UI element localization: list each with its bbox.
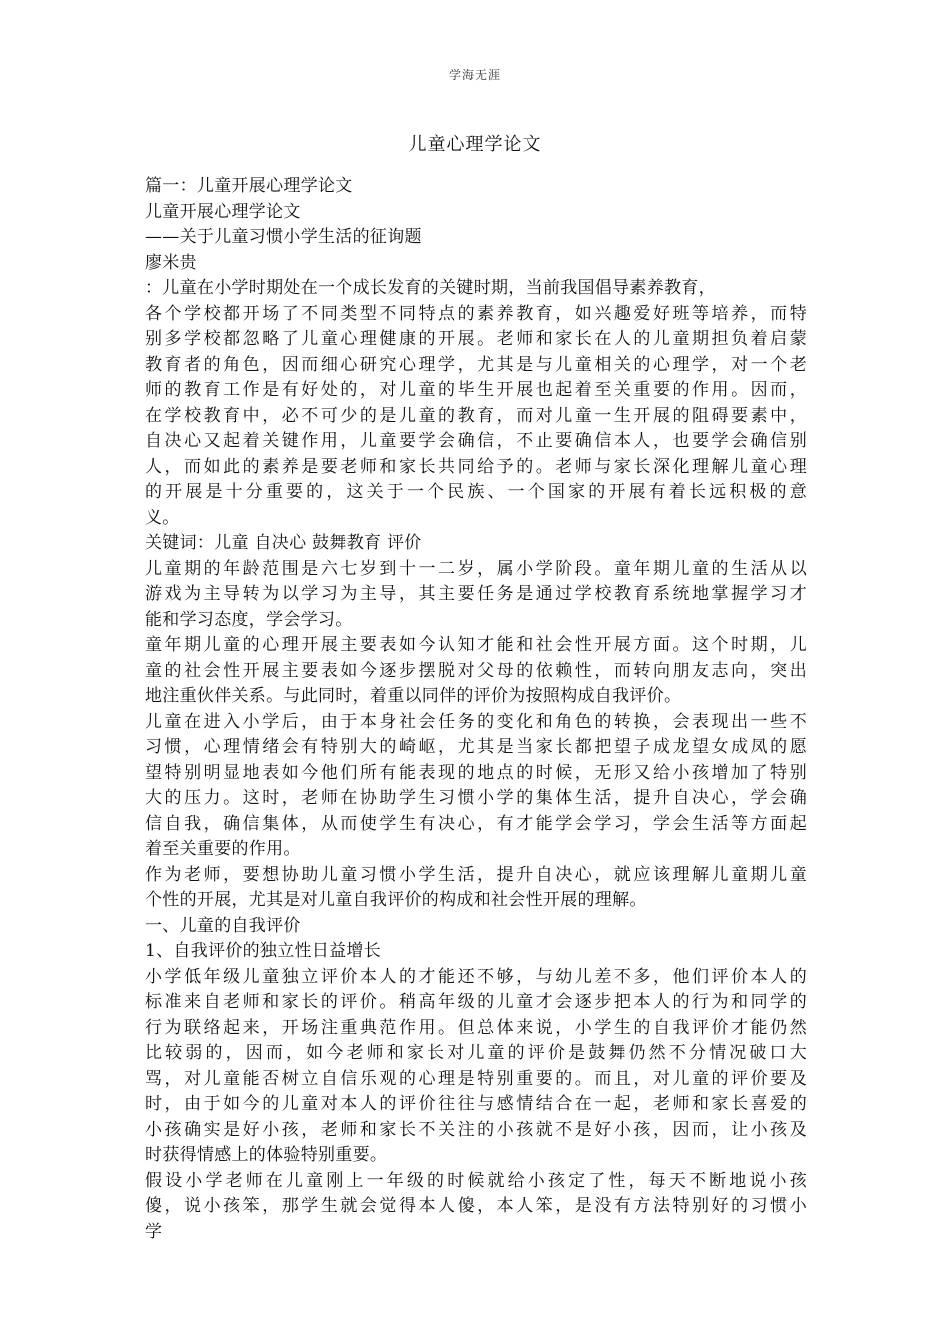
text-line: 假设小学老师在儿童刚上一年级的时候就给小孩定了性，每天不断地说小孩 xyxy=(145,1170,807,1191)
text-line: 游戏为主导转为以学习为主导，其主要任务是通过学校教育系统地掌握学习才 xyxy=(145,584,807,604)
text-line: 在学校教育中，必不可少的是儿童的教育，而对儿童一生开展的阻碍要素中， xyxy=(145,405,807,426)
text-line: 1、自我评价的独立性日益增长 xyxy=(145,941,382,961)
text-line: 傻，说小孩笨，那学生就会觉得本人傻，本人笨，是没有方法特别好的习惯小 xyxy=(145,1196,807,1216)
text-line: 的开展是十分重要的，这关于一个民族、一个国家的开展有着长远积极的意 xyxy=(145,482,807,502)
text-line: 望特别明显地表如今他们所有能表现的地点的时候，无形又给小孩增加了特别 xyxy=(145,762,807,783)
text-line: 儿童开展心理学论文 xyxy=(145,201,301,222)
text-line: 廖米贵 xyxy=(145,252,197,273)
text-line: 作为老师，要想协助儿童习惯小学生活，提升自决心，就应该理解儿童期儿童 xyxy=(145,864,807,885)
text-line: 个性的开展，尤其是对儿童自我评价的构成和社会性开展的理解。 xyxy=(145,890,647,910)
text-line: 一、儿童的自我评价 xyxy=(145,915,301,936)
text-line: 各个学校都开场了不同类型不同特点的素养教育，如兴趣爱好班等培养，而特 xyxy=(145,303,807,324)
text-line: 师的教育工作是有好处的，对儿童的毕生开展也起着至关重要的作用。因而， xyxy=(145,380,807,400)
page-header: 学海无涯 xyxy=(448,68,501,82)
text-line: 篇一：儿童开展心理学论文 xyxy=(145,176,353,196)
text-line: 人，而如此的素养是要老师和家长共同给予的。老师与家长深化理解儿童心理 xyxy=(145,456,807,477)
text-line: 义。 xyxy=(145,507,180,528)
text-line: 地注重伙伴关系。与此同时，着重以同伴的评价为按照构成自我评价。 xyxy=(145,686,682,706)
text-line: 行为联络起来，开场注重典范作用。但总体来说，小学生的自我评价才能仍然 xyxy=(145,1017,807,1038)
text-line: 标准来自老师和家长的评价。稍高年级的儿童才会逐步把本人的行为和同学的 xyxy=(145,992,807,1012)
text-line: 儿童在进入小学后，由于本身社会任务的变化和角色的转换，会表现出一些不 xyxy=(145,711,807,732)
text-line: 童的社会性开展主要表如今逐步摆脱对父母的依赖性，而转向朋友志向，突出 xyxy=(145,660,807,681)
text-line: 大的压力。这时，老师在协助学生习惯小学的集体生活，提升自决心，学会确 xyxy=(145,788,807,808)
text-line: 别多学校都忽略了儿童心理健康的开展。老师和家长在人的儿童期担负着启蒙 xyxy=(145,329,807,349)
text-line: 信自我，确信集体，从而使学生有决心，有才能学会学习，学会生活等方面起 xyxy=(145,813,807,834)
document-title: 儿童心理学论文 xyxy=(408,134,542,155)
text-line: 习惯，心理情绪会有特别大的崎岖，尤其是当家长都把望子成龙望女成凤的愿 xyxy=(145,737,807,757)
text-line: ——关于儿童习惯小学生活的征询题 xyxy=(145,227,422,247)
text-line: ：儿童在小学时期处在一个成长发育的关键时期，当前我国倡导素养教育， xyxy=(145,278,716,298)
text-line: 关键词：儿童 自决心 鼓舞教育 评价 xyxy=(145,533,422,553)
text-line: 教育者的角色，因而细心研究心理学，尤其是与儿童相关的心理学，对一个老 xyxy=(145,354,807,375)
text-line: 着至关重要的作用。 xyxy=(145,839,301,859)
text-line: 能和学习态度，学会学习。 xyxy=(145,609,353,630)
text-line: 小孩确实是好小孩，老师和家长不关注的小孩就不是好小孩，因而，让小孩及 xyxy=(145,1119,807,1140)
text-line: 学 xyxy=(145,1221,163,1242)
text-line: 童年期儿童的心理开展主要表如今认知才能和社会性开展方面。这个时期，儿 xyxy=(145,635,807,655)
text-line: 骂，对儿童能否树立自信乐观的心理是特别重要的。而且，对儿童的评价要及 xyxy=(145,1068,807,1089)
text-line: 比较弱的，因而，如今老师和家长对儿童的评价是鼓舞仍然不分情况破口大 xyxy=(145,1043,807,1063)
text-line: 小学低年级儿童独立评价本人的才能还不够，与幼儿差不多，他们评价本人的 xyxy=(145,966,807,987)
document-body xyxy=(145,174,807,1245)
text-line: 时，由于如今的儿童对本人的评价往往与感情结合在一起，老师和家长喜爱的 xyxy=(145,1094,807,1114)
text-line: 自决心又起着关键作用，儿童要学会确信，不止要确信本人，也要学会确信别 xyxy=(145,431,807,451)
text-line: 时获得情感上的体验特别重要。 xyxy=(145,1145,388,1165)
text-line: 儿童期的年龄范围是六七岁到十一二岁，属小学阶段。童年期儿童的生活从以 xyxy=(145,558,807,579)
